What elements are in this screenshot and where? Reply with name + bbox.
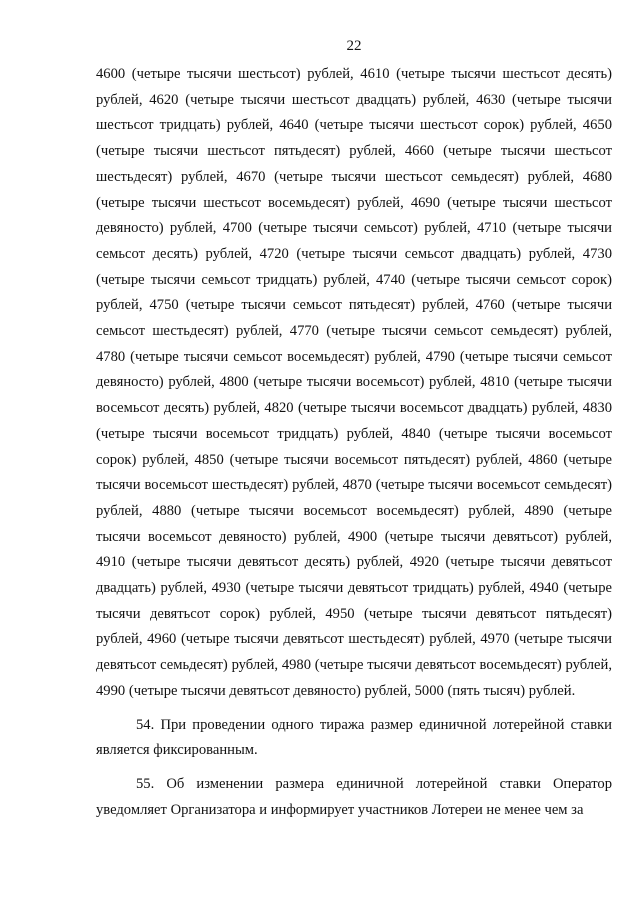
document-page xyxy=(96,36,612,823)
paragraph-ticket-amounts: 4600 (четыре тысячи шестьсот) рублей, 4610 (четыре тысячи шестьсот десять) рублей, 4620 (четыре тысячи шестьсот двадцать) рублей, 4630 (четыре тысячи шестьсот тридцать) рублей, 4640 (четыре тысячи шестьсот сорок) рублей, 4650 (четыре тысячи шестьсот пятьдесят) рублей, 4660 (четыре тысячи шестьсот шестьдесят) рублей, 4670 (четыре тысячи шестьсот семьдесят) рублей, 4680 (четыре тысячи шестьсот восемьдесят) рублей, 4690 (четыре тысячи шестьсот девяносто) рублей, 4700 (четыре тысячи семьсот) рублей, 4710 (четыре тысячи семьсот десять) рублей, 4720 (четыре тысячи семьсот двадцать) рублей, 4730 (четыре тысячи семьсот тридцать) рублей, 4740 (четыре тысячи семьсот сорок) рублей, 4750 (четыре тысячи семьсот пятьдесят) рублей, 4760 (четыре тысячи семьсот шестьдесят) рублей, 4770 (четыре тысячи семьсот семьдесят) рублей, 4780 (четыре тысячи семьсот восемьдесят) рублей, 4790 (четыре тысячи семьсот девяносто) рублей, 4800 (четыре тысячи восемьсот) рублей, 4810 (четыре тысячи восемьсот десять) рублей, 4820 (четыре тысячи восемьсот двадцать) рублей, 4830 (четыре тысячи восемьсот тридцать) рублей, 4840 (четыре тысячи восемьсот сорок) рублей, 4850 (четыре тысячи восемьсот пятьдесят) рублей, 4860 (четыре тысячи восемьсот шестьдесят) рублей, 4870 (четыре тысячи восемьсот семьдесят) рублей, 4880 (четыре тысячи восемьсот восемьдесят) рублей, 4890 (четыре тысячи восемьсот девяносто) рублей, 4900 (четыре тысячи девятьсот) рублей, 4910 (четыре тысячи девятьсот десять) рублей, 4920 (четыре тысячи девятьсот двадцать) рублей, 4930 (четыре тысячи девятьсот тридцать) рублей, 4940 (четыре тысячи девятьсот сорок) рублей, 4950 (четыре тысячи девятьсот пятьдесят) рублей, 4960 (четыре тысячи девятьсот шестьдесят) рублей, 4970 (четыре тысячи девятьсот семьдесят) рублей, 4980 (четыре тысячи девятьсот восемьдесят) рублей, 4990 (четыре тысячи девятьсот девяносто) рублей, 5000 (пять тысяч) рублей. xyxy=(96,66,612,699)
page-number: 22 xyxy=(346,38,362,54)
paragraph-54: 54. При проведении одного тиража размер единичной лотерейной ставки является фиксированным. xyxy=(96,716,612,759)
paragraph-55: 55. Об изменении размера единичной лотерейной ставки Оператор уведомляет Организатора и информирует участников Лотереи не менее чем за xyxy=(96,775,612,818)
